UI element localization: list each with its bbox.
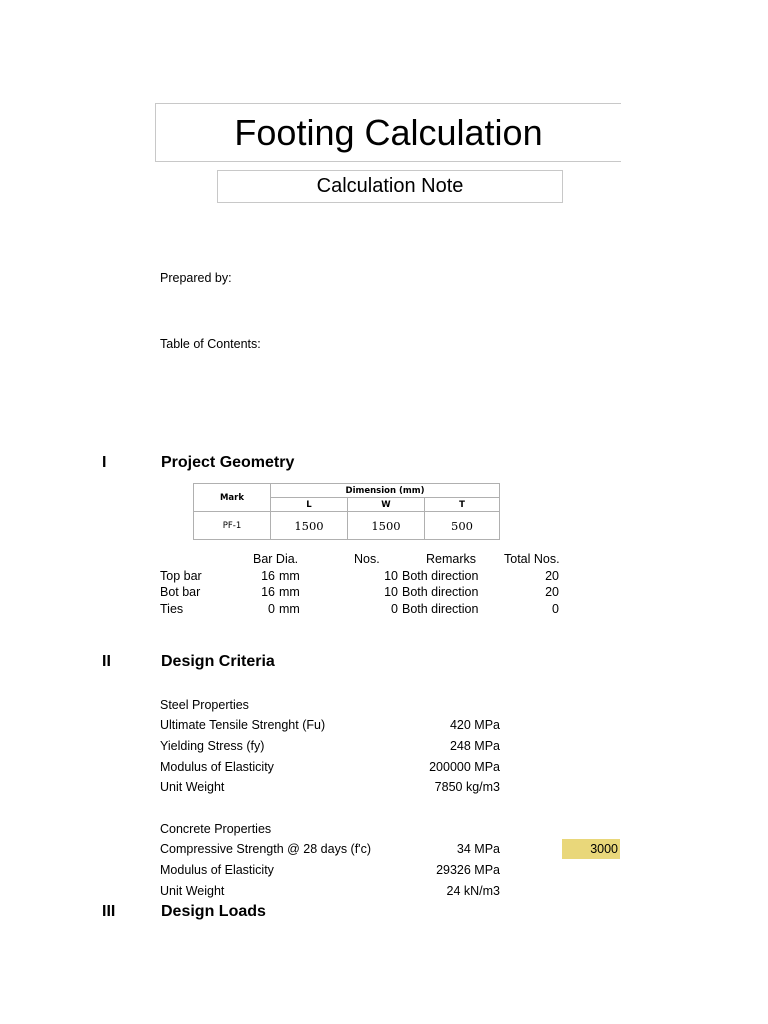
property-label: Yielding Stress (fy) (160, 739, 265, 753)
property-value: 420 MPa (449, 718, 500, 732)
rebar-name: Top bar (160, 568, 202, 583)
rebar-row (160, 585, 580, 602)
rebar-unit: mm (279, 568, 300, 583)
rebar-row (160, 602, 580, 619)
dim-mark-header: Mark (194, 484, 271, 512)
concrete-property-row (160, 884, 620, 902)
concrete-property-row (160, 842, 620, 860)
rebar-dia: 0 (268, 601, 275, 616)
rebar-remarks: Both direction (402, 585, 479, 599)
rebar-unit: mm (279, 585, 300, 599)
dim-l-header: L (271, 498, 348, 512)
rebar-total: 20 (545, 585, 559, 599)
rebar-header-bar-dia: Bar Dia. (253, 552, 299, 566)
property-label: Unit Weight (160, 780, 225, 794)
property-label: Modulus of Elasticity (160, 863, 274, 877)
dim-l-value: 1500 (271, 512, 348, 540)
property-value: 24 kN/m3 (446, 884, 500, 898)
rebar-name: Bot bar (160, 585, 201, 599)
section-title-project-geometry: Project Geometry (161, 454, 295, 471)
rebar-total: 0 (552, 601, 559, 616)
section-number-2: II (102, 653, 111, 670)
property-value: 248 MPa (449, 739, 500, 753)
concrete-properties-heading: Concrete Properties (160, 822, 272, 836)
steel-property-row (160, 780, 620, 798)
dim-mark-value: PF-1 (194, 512, 271, 540)
rebar-nos: 10 (384, 568, 398, 583)
property-label: Unit Weight (160, 884, 225, 898)
rebar-header-nos: Nos. (354, 552, 380, 566)
rebar-dia: 16 (261, 568, 275, 583)
rebar-remarks: Both direction (402, 568, 479, 583)
steel-property-row (160, 760, 620, 778)
concrete-property-row (160, 863, 620, 881)
rebar-nos: 10 (384, 585, 398, 599)
steel-property-row (160, 739, 620, 757)
section-number-1: I (102, 454, 107, 471)
highlighted-cell: 3000 (562, 839, 620, 859)
property-value: 200000 MPa (429, 760, 500, 774)
rebar-name: Ties (160, 601, 184, 616)
rebar-header-remarks: Remarks (426, 552, 477, 566)
rebar-row (160, 569, 580, 586)
dim-w-value: 1500 (348, 512, 425, 540)
section-title-design-loads: Design Loads (161, 903, 266, 920)
document-title: Footing Calculation (155, 103, 621, 162)
property-label: Modulus of Elasticity (160, 760, 274, 774)
rebar-header-total: Total Nos. (504, 552, 560, 566)
steel-properties-heading: Steel Properties (160, 698, 249, 712)
rebar-remarks: Both direction (402, 601, 479, 616)
dim-dimension-header: Dimension (mm) (271, 484, 500, 498)
dim-t-value: 500 (425, 512, 500, 540)
rebar-dia: 16 (261, 585, 275, 599)
rebar-schedule (160, 552, 580, 618)
dim-w-header: W (348, 498, 425, 512)
dimension-table (193, 483, 500, 540)
document-subtitle: Calculation Note (217, 170, 563, 203)
section-title-design-criteria: Design Criteria (161, 653, 275, 670)
property-label: Ultimate Tensile Strenght (Fu) (160, 718, 326, 732)
rebar-header-row (160, 552, 580, 569)
section-number-3: III (102, 903, 116, 920)
property-value: 29326 MPa (436, 863, 500, 877)
property-label: Compressive Strength @ 28 days (f'c) (160, 842, 371, 856)
dim-t-header: T (425, 498, 500, 512)
property-value: 34 MPa (456, 842, 500, 856)
toc-label: Table of Contents: (160, 337, 261, 351)
steel-property-row (160, 718, 620, 736)
prepared-by-label: Prepared by: (160, 271, 232, 285)
property-value: 7850 kg/m3 (434, 780, 500, 794)
rebar-total: 20 (545, 568, 559, 583)
rebar-nos: 0 (391, 601, 398, 616)
rebar-unit: mm (279, 601, 300, 616)
